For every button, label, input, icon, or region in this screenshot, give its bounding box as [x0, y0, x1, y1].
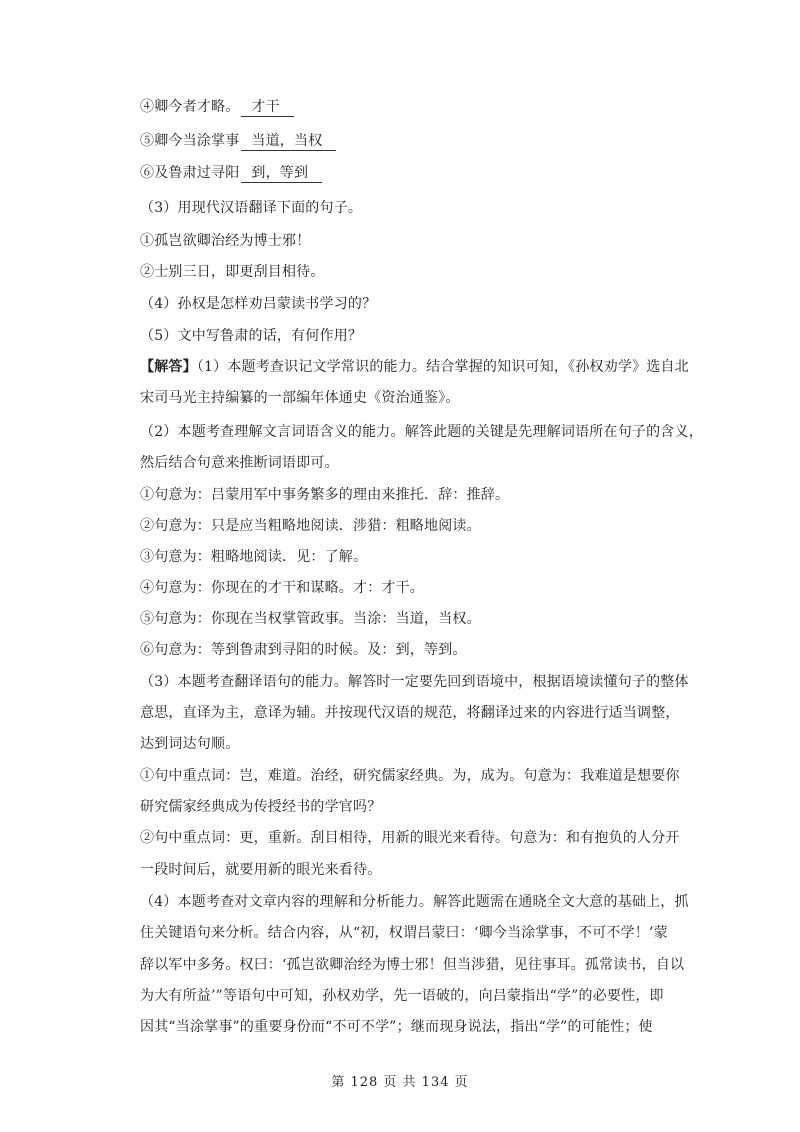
answer-part-2-item-4: ④句意为：你现在的才干和谋略。才：才干。 [140, 580, 424, 596]
answer-part-4-line-1: （4）本题考查对文章内容的理解和分析能力。解答此题需在通晓全文大意的基础上，抓 [140, 894, 689, 910]
answer-part-2-item-3: ③句意为：粗略地阅读．见：了解。 [140, 549, 368, 565]
answer-part-4-line-5: 因其“当涂掌事”的重要身份而“不可不学”；继而现身说法，指出“学”的可能性；使 [140, 1019, 653, 1035]
answer-part-2-line-2: 然后结合句意来推断词语即可。 [140, 455, 339, 471]
answer-part-1-line-2: 宋司马光主持编纂的一部编年体通史《资治通鉴》。 [140, 390, 460, 406]
question-3-item-1: ①孤岂欲卿治经为博士邪！ [140, 233, 311, 249]
vocab-answer: 到，等到 [241, 164, 322, 183]
answer-part-4-line-3: 辞以军中多务。权曰：‘孤岂欲卿治经为博士邪！但当涉猎，见往事耳。孤常读书，自以 [140, 957, 685, 973]
page-footer: 第 128 页 共 134 页 [331, 1075, 469, 1090]
question-4: （4）孙权是怎样劝吕蒙读书学习的？ [140, 296, 377, 312]
answer-part-2-item-6: ⑥句意为：等到鲁肃到寻阳的时候。及：到，等到。 [140, 642, 467, 658]
question-3-item-2: ②士别三日，即更刮目相待。 [140, 264, 325, 280]
answer-part-3-line-2: 意思，直译为主，意译为辅。并按现代汉语的规范，将翻译过来的内容进行适当调整， [140, 705, 680, 721]
vocab-answer: 当道，当权 [241, 132, 336, 151]
answer-part-2-item-1: ①句意为：吕蒙用军中事务繁多的理由来推托．辞：推辞。 [140, 487, 510, 503]
question-3: （3）用现代汉语翻译下面的句子。 [140, 200, 363, 216]
answer-part-3-line-3: 达到词达句顺。 [140, 736, 240, 752]
vocab-question: ⑤卿今当涂掌事 [140, 133, 240, 149]
vocab-question: ⑥及鲁肃过寻阳 [140, 165, 240, 181]
vocab-item-6 [140, 163, 680, 183]
answer-part-2-item-2: ②句意为：只是应当粗略地阅读．涉猎：粗略地阅读。 [140, 518, 481, 534]
answer-part-3-item-2-line-2: 一段时间后，就要用新的眼光来看待。 [140, 862, 382, 878]
answer-part-1-line-1 [140, 357, 689, 377]
answer-part-4-line-4: 为大有所益’”等语句中可知，孙权劝学，先一语破的，向吕蒙指出“学”的必要性，即 [140, 988, 664, 1004]
vocab-answer: 才干 [241, 98, 293, 117]
answer-part-2-line-1: （2）本题考查理解文言词语含义的能力。解答此题的关键是先理解词语所在句子的含义， [140, 424, 703, 440]
answer-text: （1）本题考查识记文学常识的能力。结合掌握的知识可知，《孙权劝学》选自北 [196, 359, 689, 375]
answer-part-3-line-1: （3）本题考查翻译语句的能力。解答时一定要先回到语境中，根据语境读懂句子的整体 [140, 674, 689, 690]
answer-part-3-item-1-line-1: ①句中重点词：岂，难道。治经，研究儒家经典。为，成为。句意为：我难道是想要你 [140, 768, 680, 784]
vocab-item-4 [140, 97, 680, 117]
answer-label: 【解答】 [140, 359, 197, 375]
question-5: （5）文中写鲁肃的话，有何作用？ [140, 328, 363, 344]
answer-part-3-item-1-line-2: 研究儒家经典成为传授经书的学官吗？ [140, 799, 382, 815]
vocab-item-5 [140, 131, 680, 151]
answer-part-4-line-2: 住关键语句来分析。结合内容，从“初，权谓吕蒙曰：‘卿今当涂掌事，不可不学！’蒙 [140, 925, 668, 941]
vocab-question: ④卿今者才略。 [140, 99, 240, 115]
answer-part-2-item-5: ⑤句意为：你现在当权掌管政事。当涂：当道，当权。 [140, 611, 481, 627]
answer-part-3-item-2-line-1: ②句中重点词：更，重新。刮目相待，用新的眼光来看待。句意为：和有抱负的人分开 [140, 830, 680, 846]
